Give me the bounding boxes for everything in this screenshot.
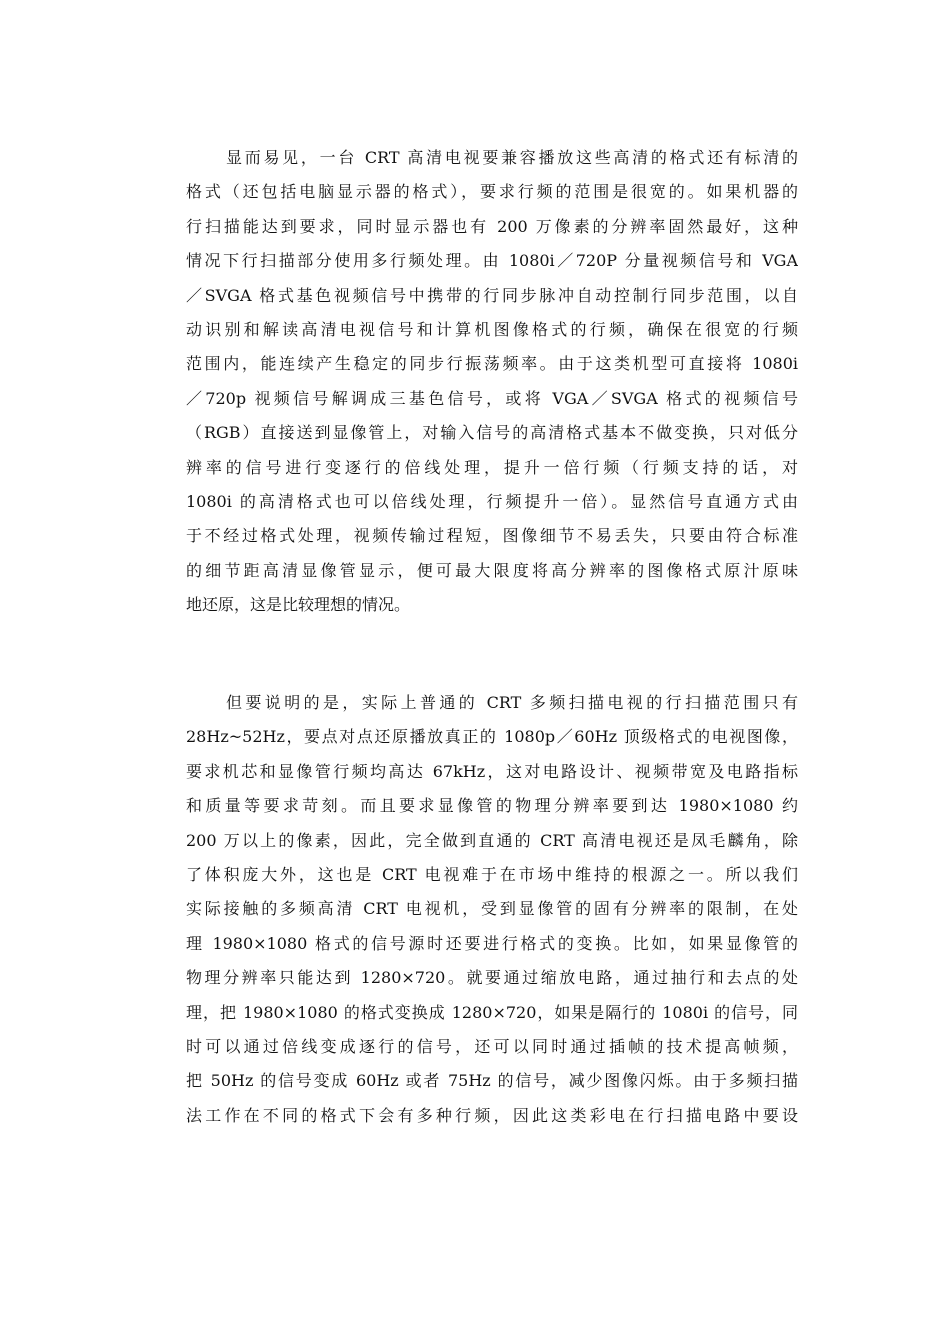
paragraph-line: 的细节距高清显像管显示，便可最大限度将高分辨率的图像格式原汁原味 bbox=[186, 560, 798, 580]
paragraph-2 bbox=[186, 686, 798, 1133]
paragraph-line: 实际接触的多频高清 CRT 电视机，受到显像管的固有分辨率的限制，在处 bbox=[186, 899, 798, 919]
paragraph-line: 和质量等要求苛刻。而且要求显像管的物理分辨率要到达 1980×1080 约 bbox=[186, 796, 798, 816]
paragraph-line: 了体积庞大外，这也是 CRT 电视难于在市场中维持的根源之一。所以我们 bbox=[186, 864, 798, 884]
paragraph-line: 1080i 的高清格式也可以倍线处理，行频提升一倍）。显然信号直通方式由 bbox=[186, 491, 798, 511]
paragraph-line: ／SVGA 格式基色视频信号中携带的行同步脉冲自动控制行同步范围，以自 bbox=[186, 285, 798, 305]
paragraph-line: 显而易见，一台 CRT 高清电视要兼容播放这些高清的格式还有标清的 bbox=[226, 148, 798, 167]
paragraph-line: （RGB）直接送到显像管上，对输入信号的高清格式基本不做变换，只对低分 bbox=[186, 423, 798, 443]
paragraph-line: 动识别和解读高清电视信号和计算机图像格式的行频，确保在很宽的行频 bbox=[186, 319, 798, 339]
paragraph-line: 200 万以上的像素，因此，完全做到直通的 CRT 高清电视还是凤毛麟角，除 bbox=[186, 830, 798, 850]
paragraph-line: 28Hz~52Hz，要点对点还原播放真正的 1080p／60Hz 顶级格式的电视图像， bbox=[186, 727, 798, 747]
paragraph-line: 物理分辨率只能达到 1280×720。就要通过缩放电路，通过抽行和去点的处 bbox=[186, 968, 798, 988]
paragraph-line: ／720p 视频信号解调成三基色信号，或将 VGA／SVGA 格式的视频信号 bbox=[186, 388, 798, 408]
paragraph-line: 情况下行扫描部分使用多行频处理。由 1080i／720P 分量视频信号和 VGA bbox=[186, 251, 798, 271]
paragraph-1 bbox=[186, 141, 798, 622]
paragraph-line: 理 1980×1080 格式的信号源时还要进行格式的变换。比如，如果显像管的 bbox=[186, 933, 798, 953]
paragraph-line: 辨率的信号进行变逐行的倍线处理，提升一倍行频（行频支持的话，对 bbox=[186, 457, 798, 477]
paragraph-line: 法工作在不同的格式下会有多种行频，因此这类彩电在行扫描电路中要设 bbox=[186, 1105, 798, 1125]
paragraph-line: 要求机芯和显像管行频均高达 67kHz，这对电路设计、视频带宽及电路指标 bbox=[186, 761, 798, 781]
paragraph-line: 但要说明的是，实际上普通的 CRT 多频扫描电视的行扫描范围只有 bbox=[226, 693, 798, 712]
paragraph-line: 于不经过格式处理，视频传输过程短，图像细节不易丢失，只要由符合标准 bbox=[186, 526, 798, 546]
paragraph-line: 格式（还包括电脑显示器的格式），要求行频的范围是很宽的。如果机器的 bbox=[186, 182, 798, 202]
paragraph-line: 范围内，能连续产生稳定的同步行振荡频率。由于这类机型可直接将 1080i bbox=[186, 354, 798, 374]
paragraph-line: 理，把 1980×1080 的格式变换成 1280×720，如果是隔行的 1080i 的信号，同 bbox=[186, 1002, 798, 1022]
paragraph-line: 行扫描能达到要求，同时显示器也有 200 万像素的分辨率固然最好，这种 bbox=[186, 216, 798, 236]
paragraph-line: 时可以通过倍线变成逐行的信号，还可以同时通过插帧的技术提高帧频， bbox=[186, 1036, 798, 1056]
paragraph-line: 地还原，这是比较理想的情况。 bbox=[186, 595, 411, 615]
paragraph-line: 把 50Hz 的信号变成 60Hz 或者 75Hz 的信号，减少图像闪烁。由于多频扫描 bbox=[186, 1071, 798, 1091]
